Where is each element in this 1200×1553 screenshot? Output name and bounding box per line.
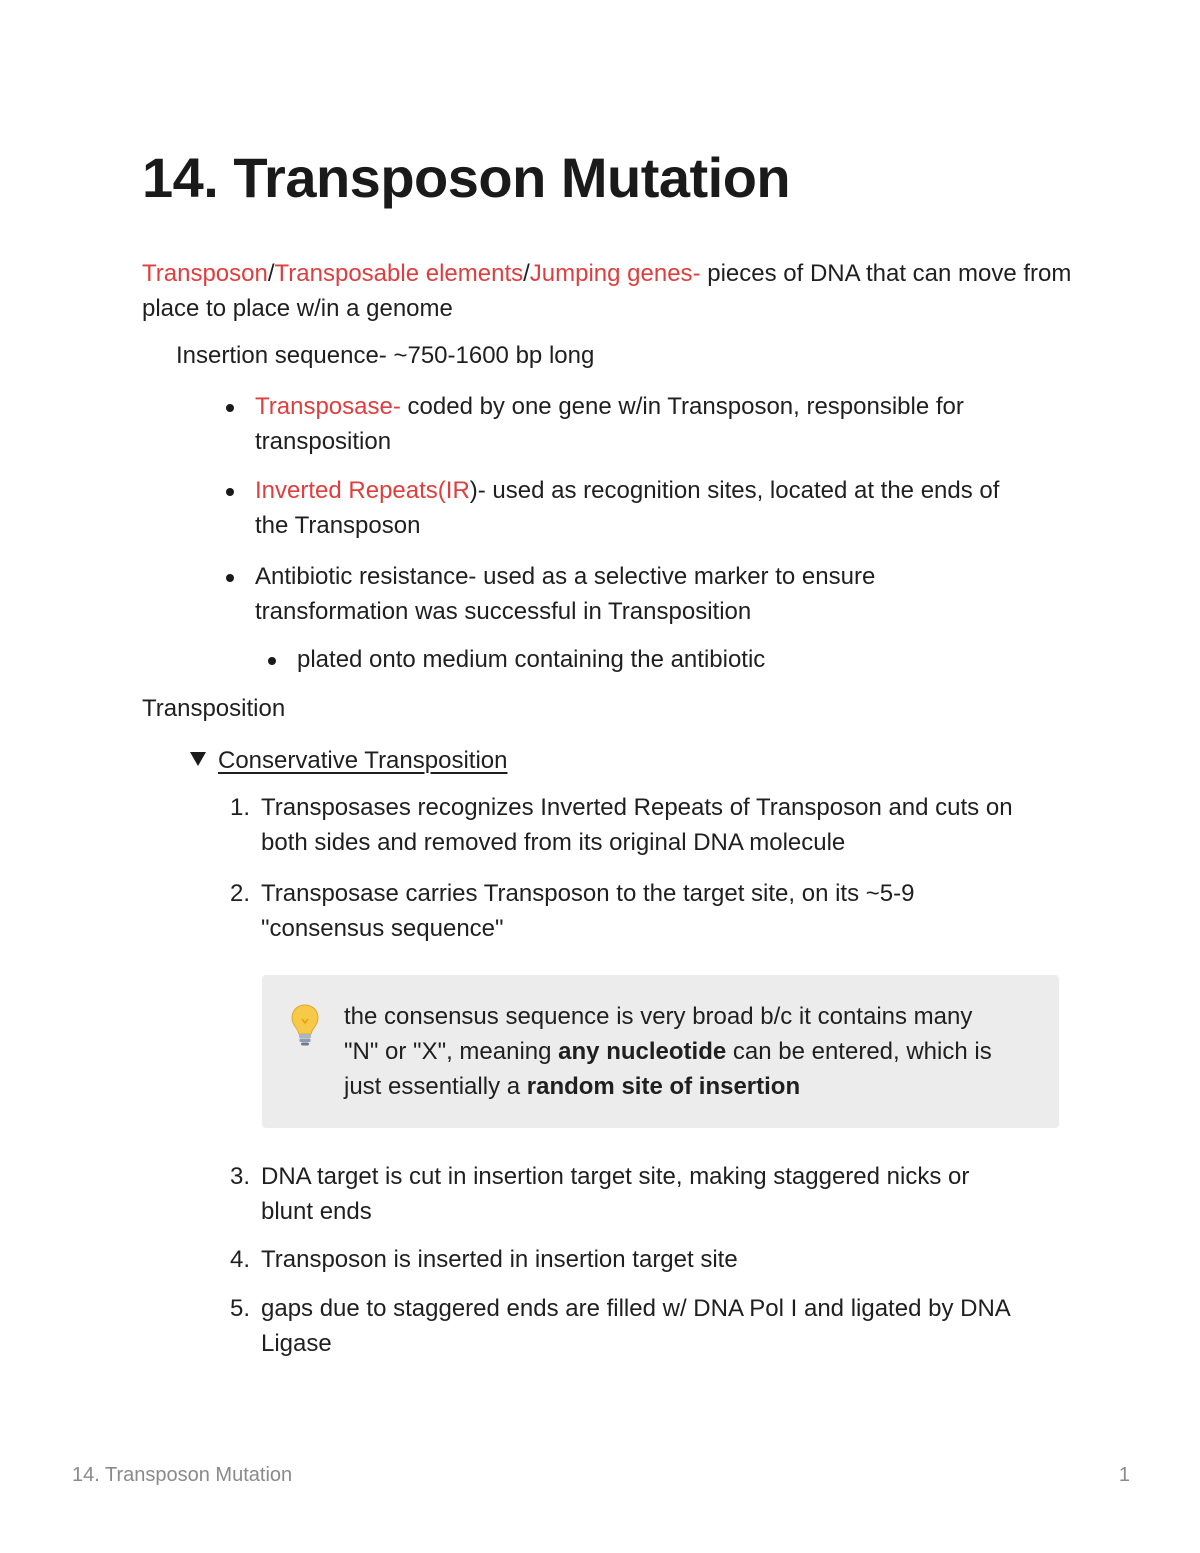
callout-text [344,999,1034,1104]
separator: / [267,260,275,287]
item-text-line: both sides and removed from its original DNA molecule [261,829,846,856]
lightbulb-icon [290,1003,320,1047]
insertion-sequence-text: Insertion sequence- ~750-1600 bp long [176,342,595,369]
numbered-item [210,1159,1070,1229]
list-item-text: used as recognition sites, located at the ends of [485,477,1000,504]
term-transposon: Transposon [142,260,268,287]
item-text-line: "consensus sequence" [261,915,504,942]
item-text-line: Transposon is inserted in insertion target site [261,1246,738,1273]
bullet-dot [226,574,234,582]
list-item-transposase [255,389,1055,459]
item-text [210,1291,1070,1361]
intro-paragraph [142,256,1082,326]
item-text [210,876,1070,946]
item-number: 3. [229,1163,250,1190]
footer-title: 14. Transposon Mutation [72,1464,293,1486]
term-jumping-genes: Jumping genes [529,260,693,287]
term-inverted-repeats: Inverted Repeats(IR [255,477,470,504]
numbered-item [210,790,1070,860]
separator: / [523,260,530,287]
callout-line: just essentially a [344,1073,527,1100]
triangle-down-icon[interactable] [190,752,206,766]
callout-box [262,975,1059,1128]
page-number: 1 [1118,1464,1130,1486]
bold-phrase: any nucleotide [558,1038,727,1065]
bullet-dot [226,488,234,496]
term-dash: - [392,393,401,420]
list-item-text: transposition [255,428,392,455]
intro-definition: pieces of DNA that can move from place to place w/in a genome [142,260,1072,322]
item-text-line: gaps due to staggered ends are filled w/ DNA Pol I and ligated by DNA [261,1295,1011,1322]
term-transposase: Transposase [255,393,393,420]
term-dash: - [692,260,701,287]
item-text-line: Transposase carries Transposon to the target site, on its ~5-9 [261,880,915,907]
sub-bullet-dot [268,657,276,665]
item-text [210,1242,1070,1277]
list-item-antibiotic-resistance [255,559,1055,629]
toggle-conservative-transposition[interactable] [190,743,507,778]
item-text-line: Ligase [261,1330,332,1357]
item-text [210,1159,1070,1229]
numbered-item [210,876,1070,946]
bullet-dot [226,404,234,412]
page-title: 14. Transposon Mutation [142,146,791,209]
list-item-text: Antibiotic resistance- used as a selective marker to ensure [255,563,876,590]
toggle-label[interactable]: Conservative Transposition [218,747,508,774]
list-item-text: coded by one gene w/in Transposon, responsible for [400,393,964,420]
numbered-item [210,1242,1070,1277]
item-text-line: Transposases recognizes Inverted Repeats of Transposon and cuts on [261,794,1013,821]
sub-list-item: plated onto medium containing the antibiotic [297,646,766,673]
list-item-text: transformation was successful in Transposition [255,598,752,625]
bold-phrase: random site of insertion [526,1073,801,1100]
list-item-text: the Transposon [255,512,421,539]
item-number: 2. [229,880,250,907]
item-number: 4. [229,1246,250,1273]
callout-line: the consensus sequence is very broad b/c it contains many [344,1003,973,1030]
item-number: 1. [229,794,250,821]
item-number: 5. [229,1295,250,1322]
callout-line: "N" or "X", meaning [344,1038,559,1065]
term-transposable-elements: Transposable elements [274,260,524,287]
numbered-item [210,1291,1070,1361]
item-text [210,790,1070,860]
callout-line: can be entered, which is [726,1038,992,1065]
list-item-inverted-repeats [255,473,1055,543]
term-dash: )- [469,477,486,504]
transposition-heading: Transposition [142,695,286,722]
item-text-line: blunt ends [261,1198,372,1225]
item-text-line: DNA target is cut in insertion target site, making staggered nicks or [261,1163,970,1190]
